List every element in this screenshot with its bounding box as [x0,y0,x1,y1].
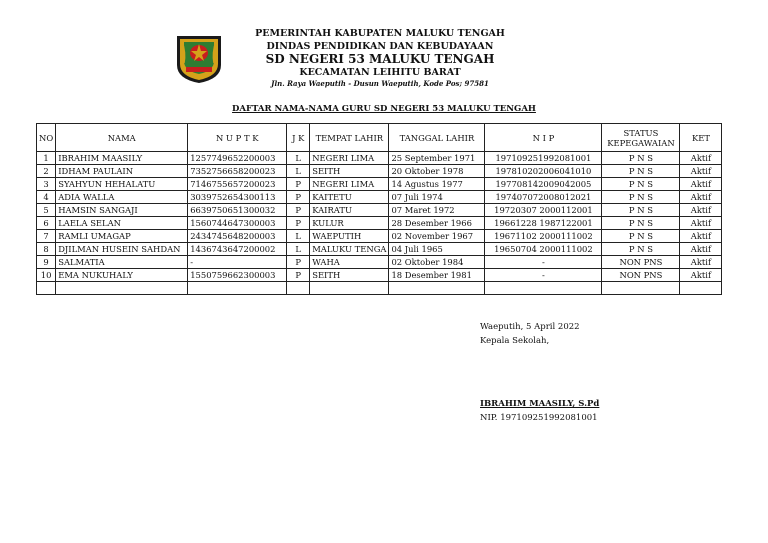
status-header-line-1: STATUS [623,127,659,138]
cell-tanggal: 04 Juli 1965 [389,243,485,256]
table-row [37,282,722,295]
cell-tanggal: 28 Desember 1966 [389,217,485,230]
col-header-tempat-lahir: TEMPAT LAHIR [310,124,389,152]
cell-ket: Aktif [680,165,722,178]
cell-nuptk: 1550759662300003 [188,269,287,282]
signature-place-date: Waeputih, 5 April 2022 [480,322,580,332]
school-name: SD NEGERI 53 MALUKU TENGAH [265,52,495,66]
cell-nama: ADIA WALLA [56,191,188,204]
cell-no: 2 [37,165,56,178]
cell-tanggal: 18 Desember 1981 [389,269,485,282]
cell-jk: P [287,217,310,230]
regency-emblem-icon [174,33,224,85]
cell-nip: 197810202006041010 [485,165,602,178]
cell-no: 6 [37,217,56,230]
cell-ket: Aktif [680,152,722,165]
cell-nuptk: 1436743647200002 [188,243,287,256]
cell-nip: 197708142009042005 [485,178,602,191]
cell-status: P N S [602,204,680,217]
cell-tempat: WAEPUTIH [310,230,389,243]
col-header-status [602,124,680,152]
signature-name: IBRAHIM MAASILY, S.Pd [480,399,600,409]
cell-nuptk: 2434745648200003 [188,230,287,243]
status-header-line-2: KEPEGAWAIAN [607,137,675,148]
cell-nama: SALMATIA [56,256,188,269]
cell-nama: IBRAHIM MAASILY [56,152,188,165]
cell-nip: - [485,269,602,282]
cell-nuptk: 7146755657200023 [188,178,287,191]
table-row [37,152,722,165]
cell-nama: SYAHYUN HEHALATU [56,178,188,191]
teacher-table [36,123,722,295]
table-row [37,269,722,282]
table-header-row [37,124,722,152]
cell-ket: Aktif [680,230,722,243]
cell-ket [680,282,722,295]
cell-jk: L [287,152,310,165]
cell-status: P N S [602,217,680,230]
letterhead-line-4: KECAMATAN LEIHITU BARAT [299,67,461,78]
table-row [37,165,722,178]
document-title: DAFTAR NAMA-NAMA GURU SD NEGERI 53 MALUKU TENGAH [232,104,536,114]
cell-ket: Aktif [680,204,722,217]
cell-no: 9 [37,256,56,269]
table-row [37,178,722,191]
cell-tempat: KULUR [310,217,389,230]
table-row [37,191,722,204]
col-header-tanggal-lahir: TANGGAL LAHIR [389,124,485,152]
cell-status: P N S [602,230,680,243]
cell-status: P N S [602,165,680,178]
cell-tempat: WAHA [310,256,389,269]
cell-status: P N S [602,152,680,165]
table-row [37,256,722,269]
signature-role: Kepala Sekolah, [480,336,550,346]
cell-no: 4 [37,191,56,204]
cell-status [602,282,680,295]
cell-no: 10 [37,269,56,282]
cell-ket: Aktif [680,217,722,230]
col-header-jk: J K [287,124,310,152]
cell-nip: 197109251992081001 [485,152,602,165]
letterhead-address: Jln. Raya Waeputih - Dusun Waeputih, Kode Pos; 97581 [271,79,489,88]
cell-tempat: MALUKU TENGA [310,243,389,256]
cell-tanggal [389,282,485,295]
cell-no: 8 [37,243,56,256]
cell-nama: IDHAM PAULAIN [56,165,188,178]
col-header-no: NO [37,124,56,152]
cell-status: P N S [602,191,680,204]
cell-nama: DJILMAN HUSEIN SAHDAN [56,243,188,256]
cell-nuptk: 3039752654300113 [188,191,287,204]
cell-jk: P [287,178,310,191]
cell-tempat: NEGERI LIMA [310,178,389,191]
cell-ket: Aktif [680,178,722,191]
cell-nip: 19661228 1987122001 [485,217,602,230]
cell-nuptk: 1257749652200003 [188,152,287,165]
cell-no: 1 [37,152,56,165]
cell-status: P N S [602,178,680,191]
cell-nama: LAELA SELAN [56,217,188,230]
cell-nama: RAMLI UMAGAP [56,230,188,243]
cell-nuptk: 1560744647300003 [188,217,287,230]
table-row [37,230,722,243]
cell-status: NON PNS [602,256,680,269]
cell-nip: 197407072008012021 [485,191,602,204]
cell-no: 5 [37,204,56,217]
col-header-nama: NAMA [56,124,188,152]
letterhead-line-2: DINDAS PENDIDIKAN DAN KEBUDAYAAN [266,41,494,52]
cell-tanggal: 02 Oktober 1984 [389,256,485,269]
col-header-nip: N I P [485,124,602,152]
cell-nama [56,282,188,295]
cell-nuptk: - [188,256,287,269]
cell-status: P N S [602,243,680,256]
cell-jk: L [287,165,310,178]
letterhead-line-1: PEMERINTAH KABUPATEN MALUKU TENGAH [255,28,505,39]
cell-ket: Aktif [680,256,722,269]
cell-no: 7 [37,230,56,243]
cell-jk: P [287,269,310,282]
cell-tempat: SEITH [310,165,389,178]
cell-nip: 19671102 2000111002 [485,230,602,243]
table-row [37,217,722,230]
cell-ket: Aktif [680,269,722,282]
cell-jk: L [287,243,310,256]
cell-jk: P [287,204,310,217]
cell-nip [485,282,602,295]
cell-ket: Aktif [680,191,722,204]
signature-nip: NIP. 197109251992081001 [480,413,598,423]
cell-tempat: KAITETU [310,191,389,204]
cell-nuptk [188,282,287,295]
cell-ket: Aktif [680,243,722,256]
cell-nip: 19650704 2000111002 [485,243,602,256]
cell-nip: - [485,256,602,269]
cell-no: 3 [37,178,56,191]
cell-tempat [310,282,389,295]
cell-status: NON PNS [602,269,680,282]
cell-tempat: NEGERI LIMA [310,152,389,165]
cell-nama: HAMSIN SANGAJI [56,204,188,217]
cell-tanggal: 14 Agustus 1977 [389,178,485,191]
cell-tanggal: 07 Juli 1974 [389,191,485,204]
cell-nama: EMA NUKUHALY [56,269,188,282]
cell-jk: P [287,191,310,204]
table-row [37,243,722,256]
cell-no [37,282,56,295]
cell-tanggal: 07 Maret 1972 [389,204,485,217]
col-header-ket: KET [680,124,722,152]
cell-nuptk: 7352756658200023 [188,165,287,178]
cell-tanggal: 25 September 1971 [389,152,485,165]
cell-jk [287,282,310,295]
cell-tempat: KAIRATU [310,204,389,217]
cell-tanggal: 02 November 1967 [389,230,485,243]
cell-nuptk: 6639750651300032 [188,204,287,217]
cell-tempat: SEITH [310,269,389,282]
cell-jk: L [287,230,310,243]
cell-nip: 19720307 2000112001 [485,204,602,217]
cell-jk: P [287,256,310,269]
col-header-nuptk: N U P T K [188,124,287,152]
table-row [37,204,722,217]
cell-tanggal: 20 Oktober 1978 [389,165,485,178]
